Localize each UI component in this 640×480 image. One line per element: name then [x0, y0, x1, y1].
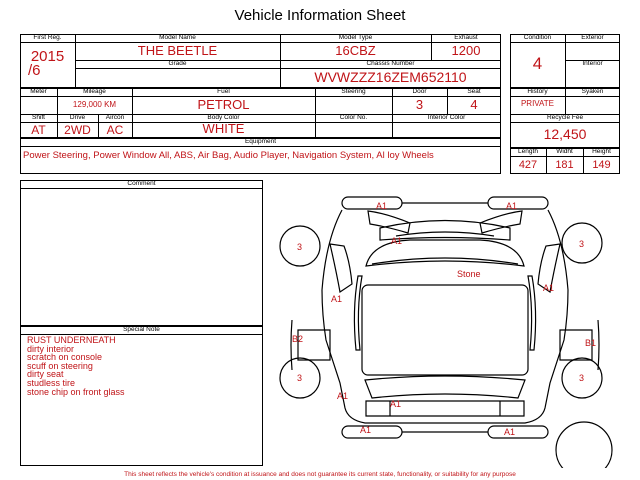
damage-windshield: Stone — [457, 269, 481, 279]
shift-value: AT — [31, 123, 46, 137]
right-side-window-shape — [528, 276, 536, 350]
comment-box — [20, 180, 263, 326]
damage-wheel-front-right: 3 — [579, 239, 585, 249]
recycle-fee-value: 12,450 — [543, 126, 587, 142]
damage-front-bumper-right: A1 — [506, 201, 518, 211]
model-name-label: Model Name — [159, 34, 196, 41]
special-note-item: dirty interior — [27, 343, 75, 354]
exterior-label: Exterior — [581, 34, 604, 41]
grade-label: Grade — [168, 60, 187, 67]
chassis-number-value: WVWZZZ16ZEM652110 — [314, 69, 467, 85]
damage-right-side: B1 — [585, 338, 597, 348]
exhaust-label: Exhaust — [454, 34, 478, 41]
damage-wheel-rear-left: 3 — [297, 373, 303, 383]
spare-tire-shape — [556, 422, 612, 468]
length-value: 427 — [518, 159, 538, 171]
door-label: Door — [412, 88, 427, 95]
roof-shape — [362, 285, 528, 375]
equipment-label: Equipment — [244, 138, 277, 145]
windshield-shape — [366, 240, 524, 266]
rear-bumper-right-shape — [488, 426, 548, 438]
footer-disclaimer: This sheet reflects the vehicle's condition at issuance and does not guarantee its current state, functionality, or suitability for any purpose — [124, 471, 516, 478]
condition-label: Condition — [523, 34, 552, 41]
drive-label: Drive — [69, 114, 86, 121]
damage-right-front-fender: A1 — [543, 283, 555, 293]
rear-window-shape — [365, 376, 525, 398]
special-note-item: studless tire — [27, 377, 76, 388]
special-note-label: Special Note — [123, 326, 160, 333]
damage-left-side: B2 — [292, 334, 304, 344]
mileage-label: Mileage — [83, 88, 106, 95]
steering-label: Steering — [341, 88, 366, 95]
height-label: Height — [592, 148, 611, 155]
special-note-item: dirty seat — [27, 369, 64, 380]
special-note-item: stone chip on front glass — [27, 386, 125, 397]
front-bumper-right-shape — [488, 197, 548, 209]
history-value: PRIVATE — [520, 99, 555, 108]
length-label: Length — [518, 148, 538, 155]
special-note-list — [27, 336, 125, 396]
damage-wheel-rear-right: 3 — [579, 373, 585, 383]
fuel-label: Fuel — [217, 88, 230, 95]
seat-label: Seat — [467, 88, 481, 95]
first-reg-year: 2015 — [30, 48, 65, 65]
interior-color-label: Interior Color — [427, 114, 466, 121]
damage-trunk: A1 — [390, 399, 402, 409]
headlight-left-shape — [368, 211, 410, 233]
rear-bumper-left-shape — [342, 426, 402, 438]
fuel-value: PETROL — [197, 97, 250, 112]
chassis-number-label: Chassis Number — [366, 60, 415, 67]
left-front-fender-shape — [330, 244, 352, 292]
recycle-fee-label: Recycle Fee — [546, 114, 584, 121]
comment-label: Comment — [127, 180, 156, 187]
aircon-label: Aircon — [105, 114, 125, 121]
meter-label: Meter — [30, 88, 47, 95]
width-label: Widht — [556, 148, 573, 155]
door-value: 3 — [415, 97, 424, 112]
headlight-right-shape — [480, 211, 522, 233]
syaken-label: Syaken — [581, 88, 604, 95]
damage-wheel-front-left: 3 — [297, 242, 303, 252]
left-side-window-shape — [354, 276, 362, 350]
exhaust-value: 1200 — [451, 43, 481, 58]
width-value: 181 — [555, 159, 574, 171]
sheet-title: Vehicle Information Sheet — [234, 7, 406, 24]
front-bumper-left-shape — [342, 197, 402, 209]
special-note-item: RUST UNDERNEATH — [27, 335, 116, 345]
mileage-value: 129,000 KM — [72, 100, 117, 109]
body-color-value: WHITE — [202, 121, 245, 136]
height-value: 149 — [592, 159, 611, 171]
first-reg-label: First Reg. — [33, 34, 62, 41]
model-type-label: Model Type — [338, 34, 373, 41]
damage-rear-bumper-left: A1 — [360, 425, 372, 435]
damage-rear-bumper-right: A1 — [504, 427, 516, 437]
model-type-value: 16CBZ — [335, 43, 376, 58]
aircon-value: AC — [106, 123, 124, 137]
damage-front-bumper-left: A1 — [376, 201, 388, 211]
condition-value: 4 — [532, 54, 543, 73]
damage-bonnet: A1 — [391, 236, 403, 246]
color-no-label: Color No. — [339, 114, 368, 121]
history-label: History — [527, 88, 548, 95]
body-color-label: Body Color — [207, 114, 240, 121]
special-note-item: scuff on steering — [27, 360, 93, 371]
damage-left-front-fender: A1 — [331, 294, 343, 304]
drive-value: 2WD — [64, 123, 91, 137]
first-reg-month: /6 — [28, 62, 41, 79]
interior-label: Interior — [582, 60, 603, 67]
shift-label: Shift — [31, 114, 45, 121]
car-damage-diagram — [270, 180, 620, 468]
equipment-value: Power Steering, Power Window All, ABS, Air Bag, Audio Player, Navigation System, Al loy Wheels — [23, 150, 434, 161]
special-note-item: scratch on console — [27, 352, 103, 363]
model-name-value: THE BEETLE — [137, 43, 218, 58]
seat-value: 4 — [470, 97, 478, 112]
damage-left-rear: A1 — [337, 391, 349, 401]
